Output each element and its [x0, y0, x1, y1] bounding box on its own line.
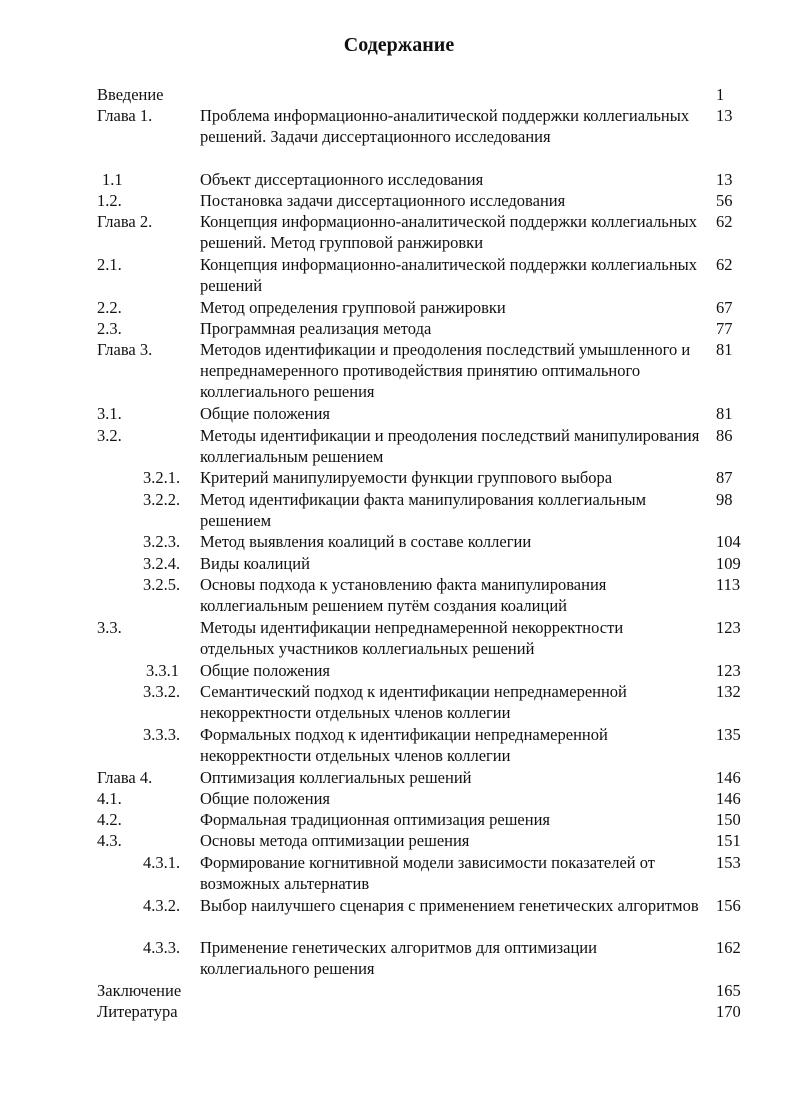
toc-entry-number: 1.2.: [97, 191, 122, 210]
toc-entry-page: 86: [716, 426, 733, 445]
toc-entry-page: 109: [716, 554, 741, 573]
toc-entry-number: 3.3.3.: [143, 725, 181, 744]
toc-entry-title: Формальная традиционная оптимизация решения: [200, 810, 550, 829]
toc-entry-number: 3.1.: [97, 404, 122, 423]
toc-entry-page: 67: [716, 298, 733, 317]
toc-entry-number: 3.3.1: [146, 661, 179, 680]
toc-entry-number: 4.3.: [97, 831, 122, 850]
toc-entry-title: Концепция информационно-аналитической поддержки коллегиальных решений. Метод групповой ранжировки: [200, 212, 697, 253]
toc-entry-number: Глава 2.: [97, 212, 153, 231]
toc-entry-number: 3.2.3.: [143, 532, 181, 551]
toc-entry-title: Формирование когнитивной модели зависимости показателей от возможных альтернатив: [200, 853, 655, 894]
toc-entry-number: 4.2.: [97, 810, 122, 829]
toc-entry-number: Глава 4.: [97, 768, 153, 787]
toc-entry-number: 2.3.: [97, 319, 122, 338]
toc-entry-page: 146: [716, 789, 741, 808]
toc-entry-page: 62: [716, 255, 733, 274]
toc-entry-page: 132: [716, 682, 741, 701]
toc-entry-page: 1: [716, 85, 725, 104]
toc-entry-page: 77: [716, 319, 733, 338]
toc-entry-title: Постановка задачи диссертационного исследования: [200, 191, 566, 210]
toc-entry-number: Введение: [97, 85, 164, 104]
toc-entry-title: Выбор наилучшего сценария с применением генетических алгоритмов: [200, 896, 699, 915]
toc-entry-page: 113: [716, 575, 741, 594]
toc-entry-page: 13: [716, 170, 733, 189]
toc-entry-title: Объект диссертационного исследования: [200, 170, 484, 189]
toc-entry-title: Метод идентификации факта манипулирования коллегиальным решением: [200, 490, 647, 531]
toc-entry-title: Методы идентификации непреднамеренной некорректности отдельных участников коллегиальных решений: [200, 618, 624, 659]
page-title: Содержание: [343, 34, 455, 56]
toc-entry-title: Применение генетических алгоритмов для оптимизации коллегиального решения: [200, 938, 597, 979]
toc-entry-title: Основы метода оптимизации решения: [200, 831, 470, 850]
toc-entry-title: Методы идентификации и преодоления последствий манипулирования коллегиальным решением: [200, 426, 700, 467]
toc-entry-title: Программная реализация метода: [200, 319, 432, 338]
toc-entry-title: Семантический подход к идентификации непреднамеренной некорректности отдельных членов коллегии: [200, 682, 627, 723]
toc-entry-number: 3.2.5.: [143, 575, 181, 594]
toc-entry-number: Глава 3.: [97, 340, 153, 359]
toc-entry-page: 81: [716, 404, 733, 423]
toc-entry-title: Проблема информационно-аналитической поддержки коллегиальных решений. Задачи диссертационного исследования: [200, 106, 690, 147]
toc-entry-title: Критерий манипулируемости функции группового выбора: [200, 468, 613, 487]
toc-entry-page: 146: [716, 768, 741, 787]
toc-entry-number: 3.3.: [97, 618, 122, 637]
toc-entry-number: Литература: [97, 1002, 178, 1021]
toc-entry-title: Общие положения: [200, 661, 330, 680]
toc-entry-page: 165: [716, 981, 741, 1000]
toc-entry-title: Концепция информационно-аналитической поддержки коллегиальных решений: [200, 255, 697, 296]
toc-entry-page: 56: [716, 191, 733, 210]
toc-entry-title: Метод выявления коалиций в составе коллегии: [200, 532, 532, 551]
toc-entry-title: Виды коалиций: [200, 554, 310, 573]
toc-entry-page: 62: [716, 212, 733, 231]
toc-entry-page: 153: [716, 853, 741, 872]
toc-entry-number: 3.2.2.: [143, 490, 181, 509]
toc-entry-page: 170: [716, 1002, 741, 1021]
toc-entry-title: Основы подхода к установлению факта манипулирования коллегиальным решением путём создания коалиций: [200, 575, 607, 616]
toc-entry-title: Оптимизация коллегиальных решений: [200, 768, 472, 787]
toc-entry-title: Метод определения групповой ранжировки: [200, 298, 506, 317]
toc-entry-page: 13: [716, 106, 733, 125]
toc-entry-title: Общие положения: [200, 404, 330, 423]
toc-entry-page: 156: [716, 896, 741, 915]
toc-entry-number: 3.2.1.: [143, 468, 181, 487]
toc-entry-number: 4.1.: [97, 789, 122, 808]
toc-entry-number: 2.2.: [97, 298, 122, 317]
toc-entry-page: 135: [716, 725, 741, 744]
toc-entry-number: 3.2.4.: [143, 554, 181, 573]
toc-entry-number: 3.3.2.: [143, 682, 181, 701]
toc-entry-page: 98: [716, 490, 733, 509]
toc-entry-title: Формальных подход к идентификации непреднамеренной некорректности отдельных членов коллегии: [200, 725, 608, 766]
toc-entry-page: 150: [716, 810, 741, 829]
toc-entry-number: 2.1.: [97, 255, 122, 274]
toc-entry-number: Глава 1.: [97, 106, 153, 125]
toc-entry-page: 123: [716, 661, 741, 680]
toc-entry-page: 151: [716, 831, 741, 850]
toc-entry-number: 4.3.2.: [143, 896, 181, 915]
toc-entry-number: 1.1: [102, 170, 123, 189]
toc-entry-number: 4.3.3.: [143, 938, 181, 957]
toc-entry-number: 3.2.: [97, 426, 122, 445]
toc-entry-title: Общие положения: [200, 789, 330, 808]
toc-entry-number: Заключение: [97, 981, 182, 1000]
toc-entry-page: 104: [716, 532, 741, 551]
toc-entry-page: 81: [716, 340, 733, 359]
toc-entry-page: 87: [716, 468, 733, 487]
toc-entry-number: 4.3.1.: [143, 853, 181, 872]
toc-entry-page: 162: [716, 938, 741, 957]
toc-entry-title: Методов идентификации и преодоления последствий умышленного и непреднамеренного противодействия принятию оптимального коллегиального решения: [200, 340, 691, 402]
toc-entry-page: 123: [716, 618, 741, 637]
